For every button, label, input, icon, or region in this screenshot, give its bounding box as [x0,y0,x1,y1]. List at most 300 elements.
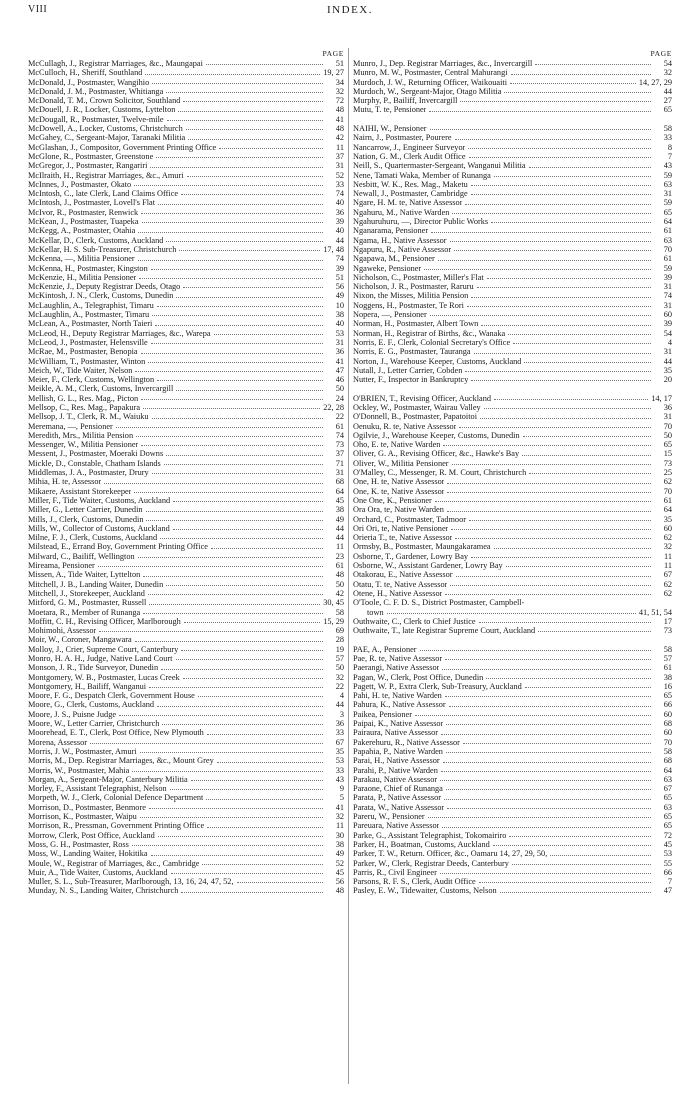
entry-text: town [367,607,384,617]
dot-leader [132,771,323,772]
entry-page: 73 [663,458,672,468]
index-entry [28,161,344,170]
index-entry [353,859,672,868]
entry-text: Morpeth, W. J., Clerk, Colonial Defence Department [28,793,204,803]
entry-text: McWilliam, T., Postmaster, Winton [28,356,146,366]
entry-text: McKellar, H. S. Sub-Treasurer, Christchurch [28,244,177,254]
entry-text: McLeod, J., Postmaster, Helensville [28,337,148,347]
entry-page: 42 [335,133,344,143]
index-entry [353,691,672,700]
entry-text: Nation, G. M., Clerk Audit Office [353,151,466,161]
entry-text: Middlemas, J. A., Postmaster, Drury [28,468,149,478]
entry-page: 62 [663,588,672,598]
entry-page: 33 [663,133,672,143]
dot-leader [160,538,323,539]
index-entry [353,96,672,105]
dot-leader [138,232,323,233]
entry-page: 40 [335,319,344,329]
entry-page: 46 [335,375,344,385]
index-entry [353,375,672,384]
entry-text: Parata, W., Native Assessor [353,802,445,812]
page-column-label: PAGE [322,49,344,58]
dot-leader [446,724,651,725]
entry-text: McDonald, T. M., Crown Solicitor, Southland [28,96,181,106]
dot-leader [443,445,651,446]
entry-page: 31 [663,347,672,357]
entry-text: Morrison, K., Postmaster, Waipu [28,812,137,822]
entry-text: Noggens, H., Postmaster, Te Rori [353,300,464,310]
dot-leader [152,473,323,474]
entry-text: McGlone, R., Postmaster, Greenstone [28,151,154,161]
entry-page: 71 [335,458,344,468]
entry-text: McKenna, H., Postmaster, Kingston [28,263,148,273]
index-entry [353,254,672,263]
index-entry [28,831,344,840]
entry-page: 45 [663,839,672,849]
index-entry [28,654,344,663]
dot-leader [171,873,323,874]
index-entry [353,449,672,458]
entry-page: 4 [339,691,344,701]
entry-text: McKenna, —, Militia Pensioner [28,254,135,264]
entry-page: 62 [663,477,672,487]
index-entry [353,728,672,737]
entry-page: 38 [335,839,344,849]
entry-page: 45 [335,495,344,505]
entry-text: McKellar, D., Clerk, Customs, Auckland [28,235,164,245]
index-entry [28,403,344,412]
entry-page: 68 [335,477,344,487]
dot-leader [141,445,323,446]
index-entry [28,329,344,338]
index-entry [28,626,344,635]
index-entry [353,477,672,486]
index-entry [353,793,672,802]
entry-text: Mellsop, C., Res. Mag., Papakura [28,402,140,412]
dot-leader [456,576,651,577]
entry-text: Oliver, W., Militia Pensioner [353,458,449,468]
index-entry [28,766,344,775]
entry-text: Parker, W., Clerk, Registrar Deeds, Canterbury [353,858,509,868]
entry-text: Norman, H., Registrar of Births, &c., Wanaka [353,328,506,338]
entry-page: 50 [663,430,672,440]
index-entry [28,68,344,77]
dot-leader [538,631,651,632]
entry-page: 68 [663,756,672,766]
entry-text: McKean, J., Postmaster, Tuapeka [28,217,139,227]
entry-text: Pahi, H. te, Native Warden [353,691,442,701]
index-entry [28,226,344,235]
dot-leader [447,483,651,484]
entry-text: Monro, H. A. H., Judge, Native Land Court [28,654,173,663]
dot-leader [450,241,651,242]
entry-page: 14, 27, 29 [638,77,672,87]
entry-text: McIntosh, J., Postmaster, Lovell's Flat [28,198,155,208]
dot-leader [487,278,651,279]
index-entry [28,747,344,756]
index-entry [28,515,344,524]
index-entry [353,849,672,858]
index-entry [28,171,344,180]
dot-leader [152,315,323,316]
index-entry [353,663,672,672]
entry-page: 11 [664,561,672,571]
entry-text: Pareuara, Native Assessor [353,821,440,831]
index-entry [353,422,672,431]
entry-page: 54 [663,328,672,338]
dot-leader [145,74,320,75]
dot-leader [504,92,651,93]
entry-text: Morgan, A., Sergeant-Major, Canterbury Militia [28,774,188,784]
dot-leader [219,148,323,149]
entry-text: McIlraith, H., Registrar Marriages, &c., Amuri [28,170,184,180]
dot-leader [438,260,651,261]
index-entry [28,524,344,533]
entry-page: 32 [335,812,344,822]
entry-text: Moore, G., Clerk, Customs, Auckland [28,700,155,710]
dot-leader [429,111,651,112]
entry-page: 58 [663,746,672,756]
index-entry [353,886,672,895]
dot-leader [143,408,320,409]
entry-text: Muir, A., Tide Waiter, Customs, Auckland [28,867,168,877]
index-entry [353,784,672,793]
entry-text: PAE, A., Pensioner [353,644,417,654]
index-entry [28,849,344,858]
entry-page: 48 [335,886,344,896]
entry-text: Otatu, T. te, Native Assessor [353,579,448,589]
entry-text: Messent, J., Postmaster, Moeraki Downs [28,449,164,459]
index-entry [353,515,672,524]
dot-leader [446,752,651,753]
index-entry [28,319,344,328]
entry-page: 32 [663,68,672,78]
index-entry [28,886,344,895]
entry-text: Miller, F., Tide Waiter, Customs, Auckland [28,495,171,505]
dot-leader [207,734,323,735]
index-entry [353,78,672,87]
dot-leader [158,836,323,837]
index-entry [353,766,672,775]
dot-leader [181,892,323,893]
index-entry [353,357,672,366]
entry-text: Norris, E. G., Postmaster, Tauranga [353,347,471,357]
entry-page: 72 [663,830,672,840]
index-entry [353,831,672,840]
index-entry [28,673,344,682]
index-entry [28,422,344,431]
entry-page: 34 [335,77,344,87]
entry-text: Munro, M. W., Postmaster, Central Mahurangi [353,68,508,78]
entry-text: Moore, F. G., Despatch Clerk, Government House [28,691,195,701]
index-entry [28,357,344,366]
index-entry [353,87,672,96]
entry-text: Morley, F., Assistant Telegraphist, Nelson [28,784,167,794]
dot-leader [529,167,651,168]
entry-page: 23 [335,551,344,561]
dot-leader [138,557,323,558]
entry-text: Osborne, W., Assistant Gardener, Lowry Bay [353,561,503,571]
index-entry [28,877,344,886]
dot-leader [471,185,651,186]
entry-page: 63 [663,774,672,784]
dot-leader [431,232,651,233]
entry-page: 35 [663,365,672,375]
index-entry [353,654,672,663]
dot-leader [447,808,651,809]
entry-page: 57 [335,654,344,663]
entry-page: 24 [335,393,344,403]
dot-leader [151,343,323,344]
index-entry [353,245,672,254]
dot-leader [441,734,651,735]
entry-text: McDougall, R., Postmaster, Twelve-mile [28,114,164,124]
entry-text: Milne, F. J., Clerk, Customs, Auckland [28,533,158,543]
entry-page: 44 [663,356,672,366]
index-entry [353,682,672,691]
dot-leader [99,631,323,632]
entry-text: Mitchell, J. B., Landing Waiter, Dunedin [28,579,164,589]
index-entry [28,105,344,114]
entry-page: 22 [335,412,344,422]
dot-leader [187,176,323,177]
entry-text: Munro, J., Dep. Registrar Marriages, &c., Invercargill [353,59,533,68]
dot-leader [119,715,323,716]
entry-text: Ogilvie, J., Warehouse Keeper, Customs, Dunedin [353,430,520,440]
entry-text: Otene, H., Native Assessor [353,588,443,598]
index-entry [28,124,344,133]
entry-text: Murdoch, W., Sergeant-Major, Otago Militia [353,86,502,96]
entry-text: Messenger, W., Militia Pensioner [28,440,139,450]
entry-page: 50 [335,384,344,394]
entry-page: 33 [335,179,344,189]
entry-page: 51 [335,59,344,68]
dot-leader [523,436,651,437]
index-entry [353,747,672,756]
index-entry [28,756,344,765]
entry-text: McDouell, J. R., Locker, Customs, Lyttelton [28,105,176,115]
entry-text: McKegg, A., Postmaster, Otahia [28,226,136,236]
entry-page: 67 [663,784,672,794]
index-entry [28,859,344,868]
index-entry [353,431,672,440]
index-entry [28,449,344,458]
index-entry [28,310,344,319]
dot-leader [176,297,323,298]
index-entry [353,68,672,77]
entry-page: 62 [663,533,672,543]
dot-leader [445,594,651,595]
entry-page: 58 [335,607,344,617]
entry-text: Muller, S. L., Sub-Treasurer, Marlborough, 13, 16, 24, 47, 52, [28,877,234,887]
entry-text: McKintosh, J. N., Clerk, Customs, Dunedin [28,291,174,301]
entry-text: Oliver, G. A., Revising Officer, &c., Hawke's Bay [353,449,520,459]
index-entry [353,580,672,589]
index-entry [28,143,344,152]
column-divider [348,48,349,1084]
dot-leader [142,222,323,223]
entry-page: 31 [663,300,672,310]
index-entry [28,198,344,207]
entry-text: Parsons, R. F. S., Clerk, Audit Office [353,877,476,887]
dot-leader [494,548,651,549]
index-entry [353,496,672,505]
index-entry [353,198,672,207]
entry-text: Montgomery, H., Bailiff, Wanganui [28,681,147,691]
dot-leader [181,194,323,195]
index-entry [353,264,672,273]
index-entry [28,775,344,784]
index-entry [28,273,344,282]
dot-leader [449,706,651,707]
page-number: VIII [28,4,48,15]
entry-page: 47 [663,886,672,896]
entry-page: 59 [663,263,672,273]
index-entry [28,59,344,68]
entry-text: O'Malley, C., Messenger, R. M. Court, Christchurch [353,468,527,478]
entry-page: 59 [663,198,672,208]
entry-page: 22 [335,681,344,691]
entry-text: Ngapuru, R., Native Assessor [353,244,452,254]
dot-leader [513,343,651,344]
entry-page: 43 [663,161,672,171]
entry-text: Pagett, W. P., Extra Clerk, Sub-Treasury, Auckland [353,681,522,691]
entry-page: 53 [335,328,344,338]
entry-page: 63 [663,179,672,189]
entry-page: 11 [336,821,344,831]
dot-leader [471,194,651,195]
index-entry [28,570,344,579]
dot-leader [463,743,651,744]
dot-leader [98,566,323,567]
index-entry [28,682,344,691]
index-entry [353,552,672,561]
entry-text: Morris, W., Postmaster, Mahia [28,765,130,775]
entry-text: Paikea, Pensioner [353,709,412,719]
dot-leader [508,334,651,335]
dot-leader [535,64,651,65]
entry-text: McCulloch, H., Sheriff, Southland [28,68,143,78]
entry-text: Parker, H., Boatman, Customs, Auckland [353,839,490,849]
entry-page: 14, 17 [651,393,672,403]
dot-leader [181,650,323,651]
entry-text: Pareru, W., Pensioner [353,812,425,822]
dot-leader [471,380,651,381]
index-entry [353,347,672,356]
dot-leader [469,157,651,158]
dot-leader [465,204,651,205]
dot-leader [510,83,636,84]
dot-leader [445,696,651,697]
entry-page: 56 [335,282,344,292]
dot-leader [445,659,651,660]
entry-page: 55 [663,858,672,868]
dot-leader [166,241,323,242]
entry-text: Montgomery, W. B., Postmaster, Lucas Creek [28,672,180,682]
index-entry [28,459,344,468]
index-entry [28,505,344,514]
entry-page: 45 [335,867,344,877]
entry-text: McGlashan, J., Compositor, Government Printing Office [28,142,217,152]
entry-page: 68 [663,719,672,729]
dot-leader [217,762,323,763]
index-entry [353,719,672,728]
dot-leader [443,762,651,763]
dot-leader [471,297,651,298]
entry-text: Pasley, E. W., Tidewaiter, Customs, Nelson [353,886,497,896]
dot-leader [455,139,651,140]
dot-leader [167,120,323,121]
entry-page: 74 [335,189,344,199]
dot-leader [166,92,323,93]
index-entry [28,347,344,356]
entry-text: Parai, H., Native Assessor [353,756,440,766]
index-entry [28,189,344,198]
entry-text: Mikaere, Assistant Storekeeper [28,486,132,496]
entry-page: 39 [335,263,344,273]
entry-page: 42 [335,588,344,598]
entry-text: Parker, T. W., Return. Officer, &c., Oamaru 14, 27, 29, 50, [353,849,548,859]
entry-page: 73 [335,440,344,450]
index-entry [353,180,672,189]
dot-leader [451,529,651,530]
index-entry [353,440,672,449]
entry-text: McLean, A., Postmaster, North Taieri [28,319,153,329]
entry-page: 15, 29 [323,616,344,626]
index-entry [353,301,672,310]
index-entry [353,570,672,579]
dot-leader [179,250,320,251]
entry-text: Nixon, the Misses, Militia Pension [353,291,469,301]
entry-page: 39 [663,319,672,329]
entry-text: Monson, J. R., Tide Surveyor, Dunedin [28,663,159,673]
entry-page: 73 [663,626,672,636]
entry-page: 36 [663,402,672,412]
index-entry [28,496,344,505]
entry-text: Morrison, D., Postmaster, Benmore [28,802,146,812]
entry-text: Ngapawa, M., Pensioner [353,254,435,264]
entry-text: Mohimohi, Assessor [28,626,97,636]
dot-leader [440,780,651,781]
dot-leader [471,557,651,558]
dot-leader [134,492,323,493]
index-entry [28,254,344,263]
entry-text: Moule, W., Registrar of Marriages, &c., Cambridge [28,858,200,868]
entry-page: 65 [663,105,672,115]
index-entry [28,180,344,189]
entry-text: Murphy, P., Bailiff, Invercargill [353,96,458,106]
entry-page: 41, 51, 54 [638,607,672,617]
index-entry [353,533,672,542]
index-entry [28,412,344,421]
dot-leader [469,520,651,521]
entry-page: 30, 45 [323,598,344,608]
entry-page: 39 [335,217,344,227]
entry-page: 7 [667,877,672,887]
dot-leader [184,622,320,623]
index-entry [28,691,344,700]
index-entry [28,580,344,589]
index-entry [353,133,672,142]
entry-text: Outhwaite, C., Clerk to Chief Justice [353,616,476,626]
index-entry [28,487,344,496]
entry-page: 36 [335,347,344,357]
entry-text: Parahi, P., Native Warden [353,765,438,775]
index-entry [28,821,344,830]
page-column-label: PAGE [650,49,672,58]
entry-page: 70 [663,421,672,431]
index-entry [28,840,344,849]
